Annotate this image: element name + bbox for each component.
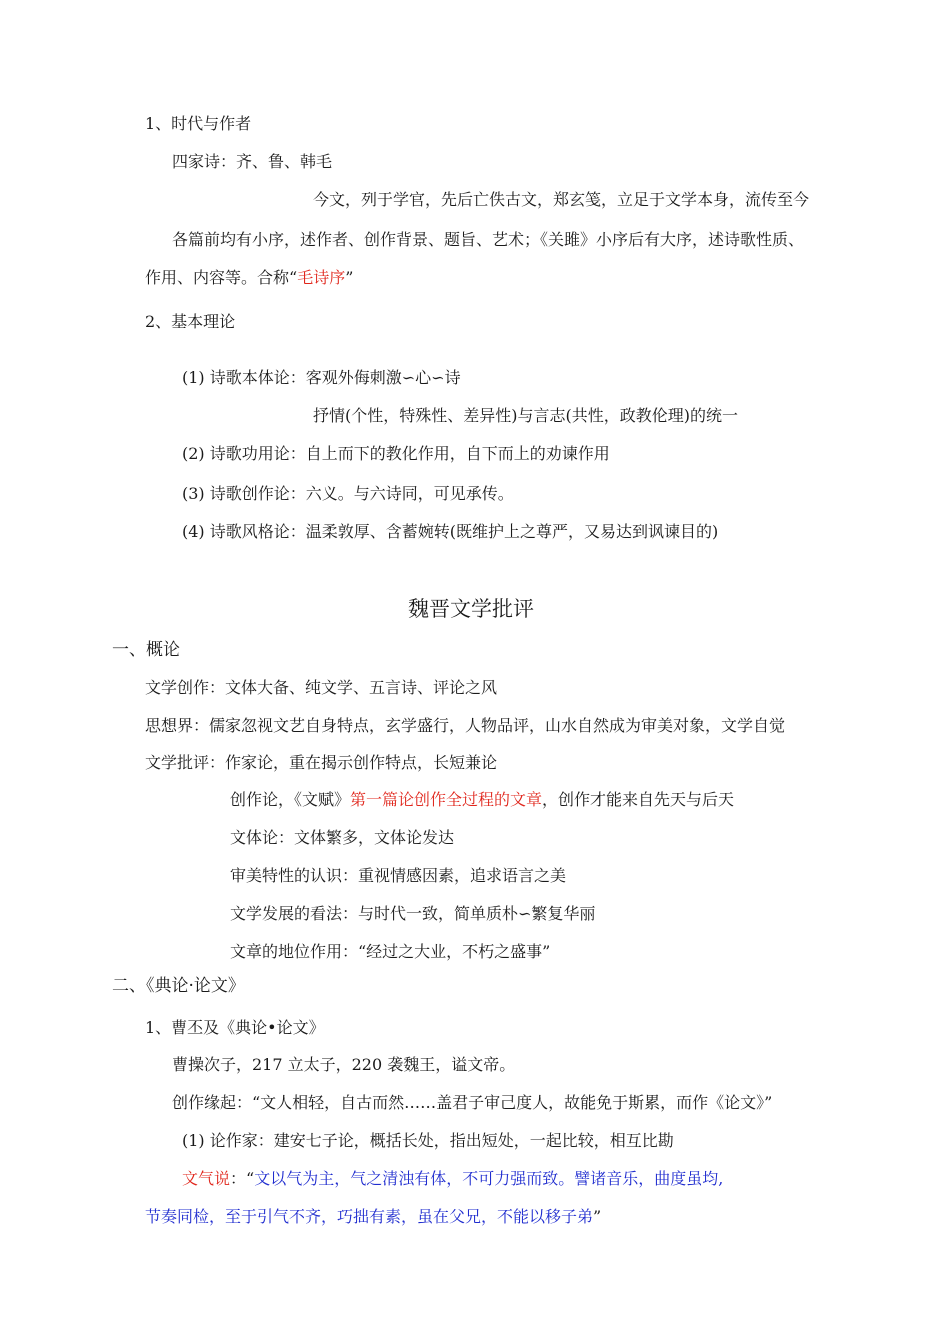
text-aesthetics: 审美特性的认识：重视情感因素，追求语言之美	[230, 866, 567, 885]
text-biography: 曹操次子，217 立太子，220 袭魏王，谥文帝。	[172, 1055, 516, 1074]
text-maoshixu-line	[145, 268, 353, 288]
quote-wenqi-cont: 节奏同检，至于引气不齐，巧拙有素，虽在父兄，不能以移子弟	[145, 1207, 594, 1226]
text-four-schools: 四家诗：齐、鲁、韩毛	[172, 152, 333, 171]
text-style: (4) 诗歌风格论：温柔敦厚、含蓄婉转(既维护上之尊严，又易达到讽谏目的)	[182, 522, 719, 541]
text-wenqi-line1	[182, 1169, 723, 1189]
text-prefaces: 各篇前均有小序，述作者、创作背景、题旨、艺术；《关雎》小序后有大序，述诗歌性质、	[172, 230, 805, 249]
text-origin: 创作缘起：“文人相轻，自古而然……盖君子审己度人，故能免于斯累，而作《论文》”	[172, 1093, 773, 1112]
text-criticism: 文学批评：作家论，重在揭示创作特点，长短兼论	[145, 753, 498, 772]
text-wenqi-line2	[145, 1207, 601, 1227]
highlight-wenqi: 文气说	[182, 1169, 231, 1188]
text-plain: ”	[593, 1207, 602, 1226]
text-creation-theory	[230, 790, 734, 810]
quote-wenqi: 文以气为主，气之清浊有体，不可力强而致。譬诸音乐，曲度虽均,	[254, 1169, 724, 1188]
text-plain: ”	[345, 268, 354, 287]
text-plain: 创作论，《文赋》	[230, 790, 351, 809]
text-plain: ：“	[230, 1169, 255, 1188]
text-literary-creation: 文学创作：文体大备、纯文学、五言诗、评论之风	[145, 678, 498, 697]
text-thought: 思想界：儒家忽视文艺自身特点，玄学盛行，人物品评，山水自然成为审美对象，文学自觉	[145, 716, 786, 735]
heading-era-and-authors: 1、时代与作者	[145, 114, 252, 133]
page-title: 魏晋文学批评	[408, 597, 534, 621]
section-dianlun: 二、《典论·论文》	[112, 976, 245, 996]
text-development: 文学发展的看法：与时代一致，简单质朴∽繁复华丽	[230, 904, 596, 923]
text-unity: 抒情(个性，特殊性、差异性)与言志(共性，政教伦理)的统一	[313, 406, 738, 425]
text-ontology: (1) 诗歌本体论：客观外侮刺激∽心∽诗	[182, 368, 461, 387]
text-function: (2) 诗歌功用论：自上而下的教化作用，自下而上的劝谏作用	[182, 444, 610, 463]
highlight-first-essay: 第一篇论创作全过程的文章	[350, 790, 543, 809]
text-plain: ，创作才能来自先天与后天	[542, 790, 735, 809]
text-status: 文章的地位作用：“经过之大业，不朽之盛事”	[230, 942, 551, 961]
section-overview: 一、概论	[112, 640, 180, 660]
text-genre-theory: 文体论：文体繁多，文体论发达	[230, 828, 455, 847]
highlight-maoshixu: 毛诗序	[297, 268, 346, 287]
text-jinwen: 今文，列于学官，先后亡佚古文，郑玄笺，立足于文学本身，流传至今	[313, 190, 810, 209]
heading-basic-theory: 2、基本理论	[145, 312, 236, 331]
text-caopi: 1、曹丕及《典论•论文》	[145, 1018, 325, 1037]
text-creation: (3) 诗歌创作论：六义。与六诗同，可见承传。	[182, 484, 514, 503]
text-writers: (1) 论作家：建安七子论，概括长处，指出短处，一起比较，相互比勘	[182, 1131, 674, 1150]
text-plain: 作用、内容等。合称“	[145, 268, 298, 287]
